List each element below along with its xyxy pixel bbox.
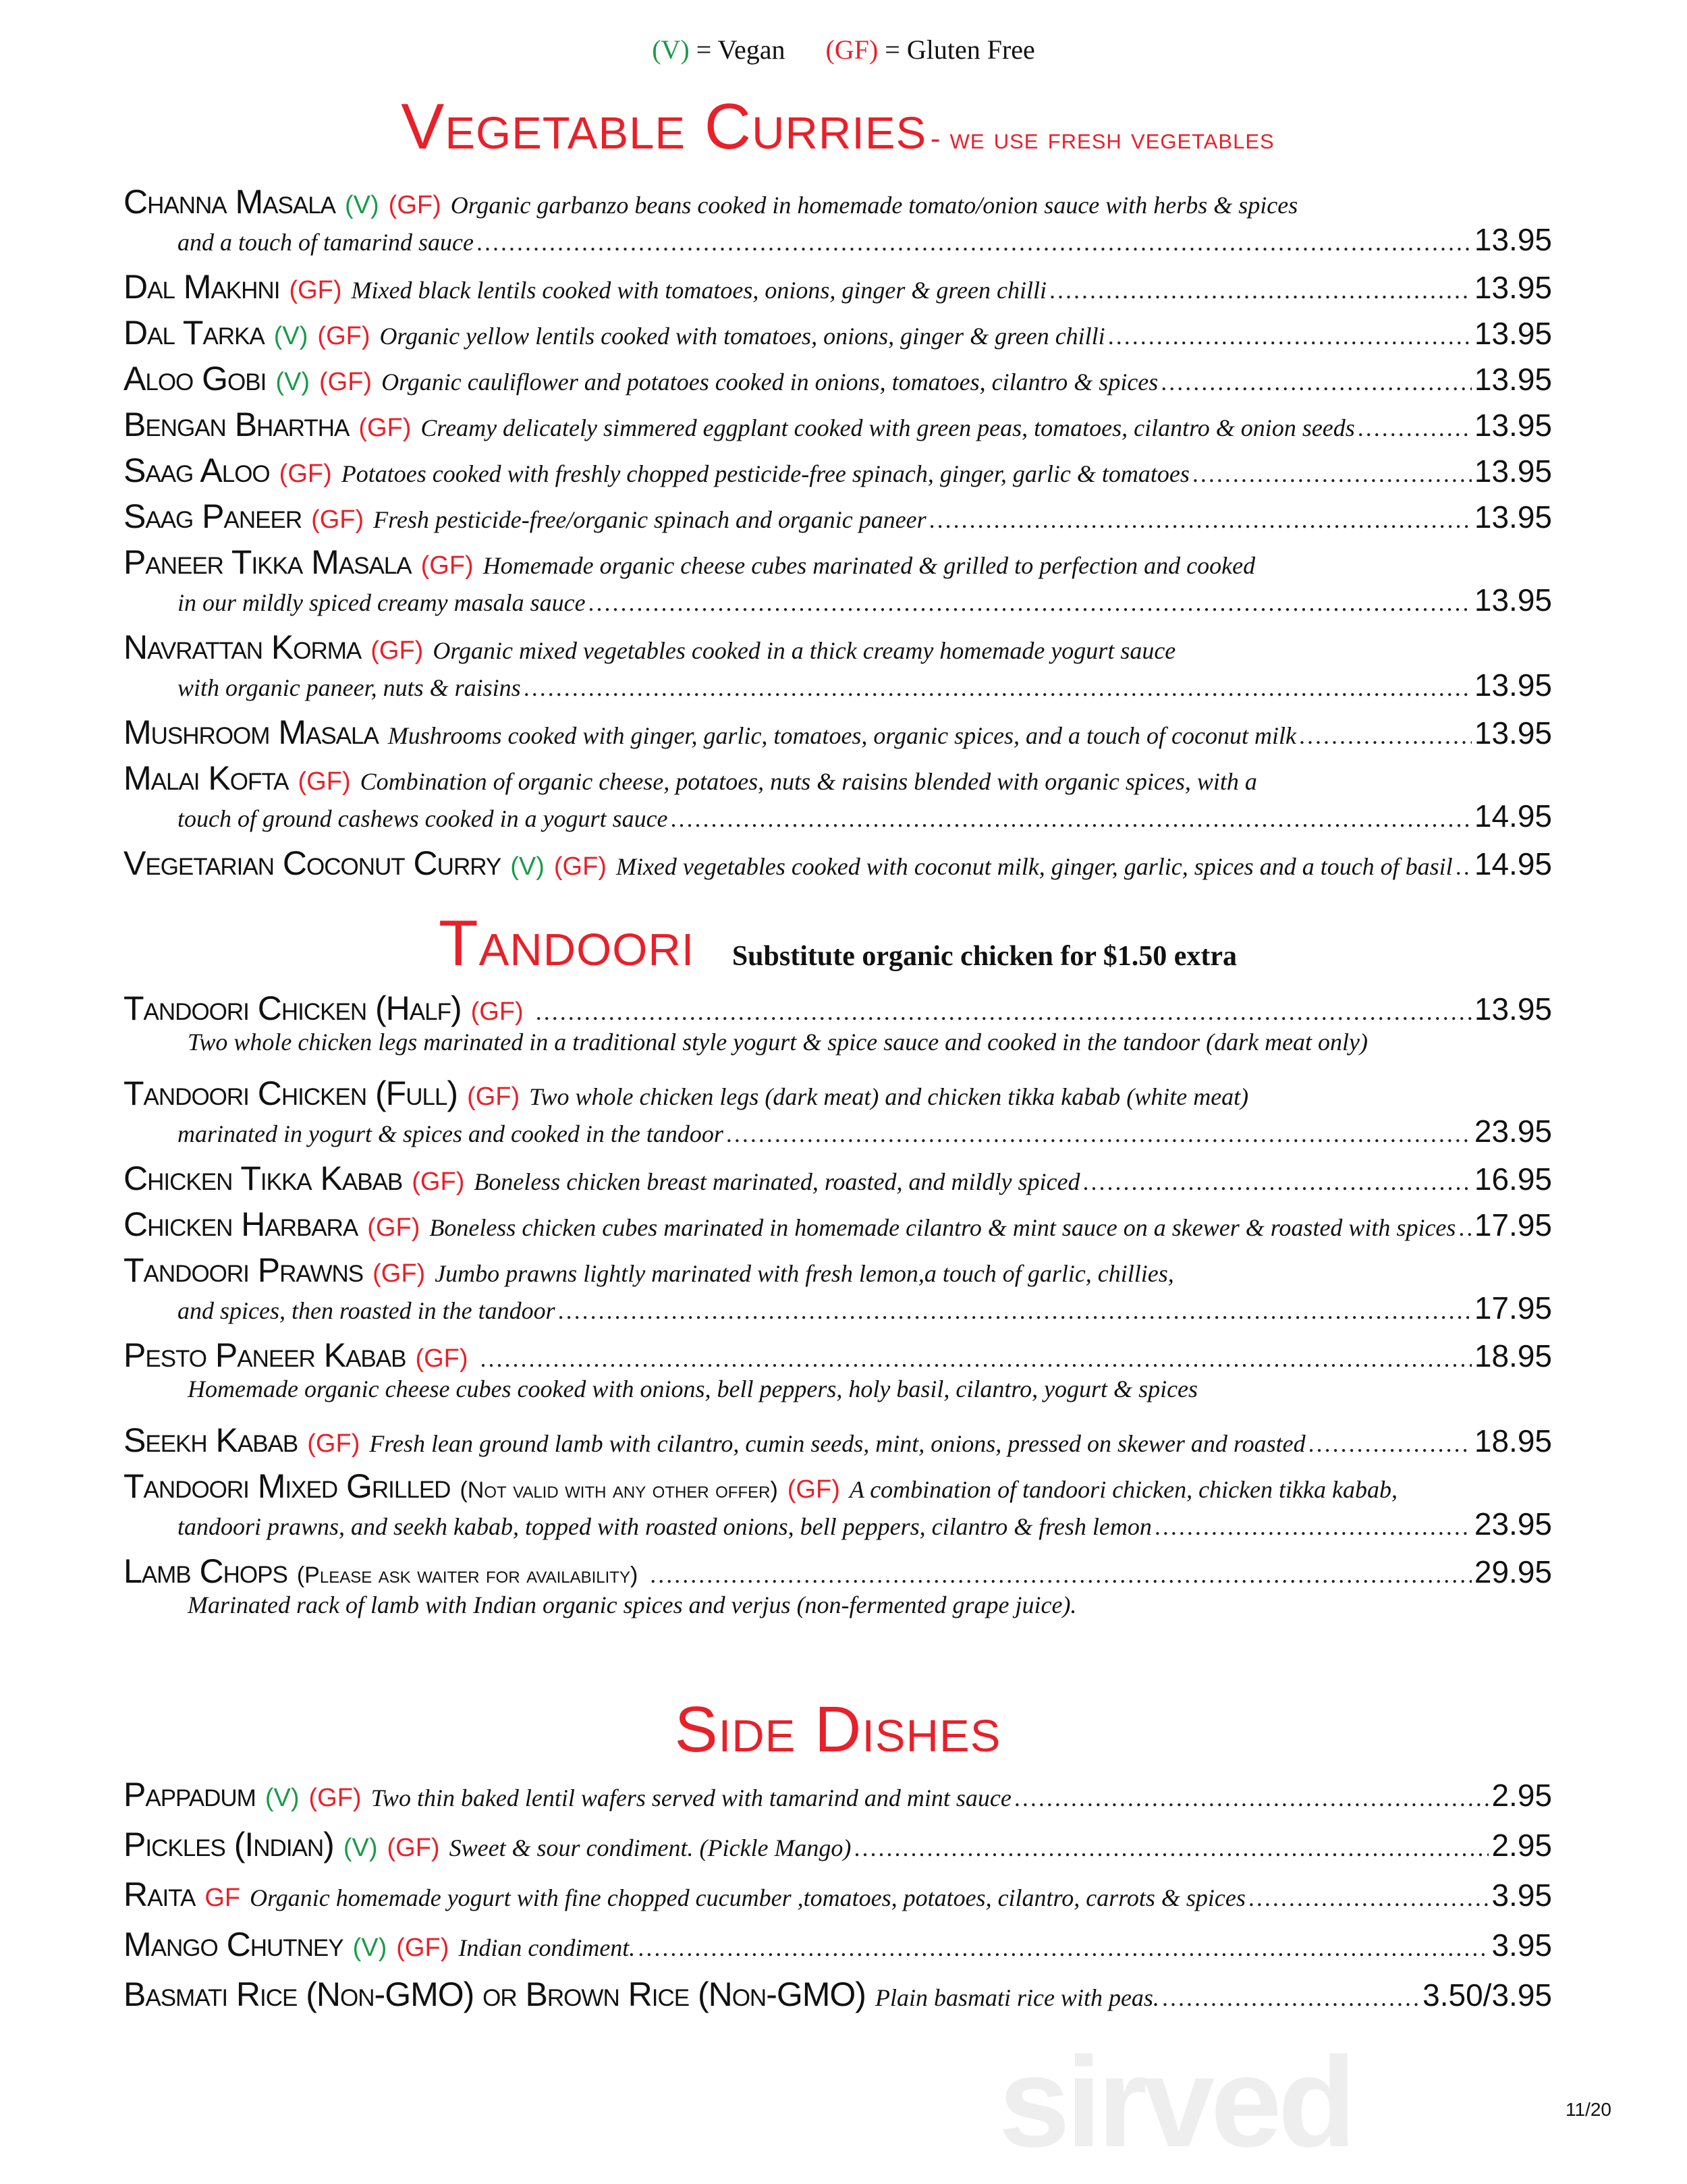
legend <box>0 34 1687 65</box>
dot-leader <box>1192 460 1472 488</box>
menu-item <box>123 1925 1552 1968</box>
dot-leader <box>1014 1784 1489 1812</box>
item-line <box>123 497 1552 536</box>
section-subtitle: - we use fresh vegetables <box>930 122 1275 155</box>
gluten-free-tag: (GF) <box>370 636 424 665</box>
item-description: Two whole chicken legs marinated in a traditional style yogurt & spice sauce and cooked in the tandoor (dark meat only) <box>188 1029 1368 1056</box>
item-price: 3.50/3.95 <box>1422 1977 1552 2013</box>
item-price: 13.95 <box>1474 362 1552 397</box>
item-name: Basmati Rice (Non-GMO) or Brown Rice (Non-GMO) <box>123 1975 866 2013</box>
item-description-continued: in our mildly spiced creamy masala sauce <box>177 589 586 616</box>
item-name: Tandoori Prawns <box>123 1251 364 1289</box>
item-description: Boneless chicken cubes marinated in homemade cilantro & mint sauce on a skewer & roasted with spices <box>429 1214 1456 1241</box>
dot-leader <box>1358 414 1472 442</box>
menu-item <box>123 713 1552 752</box>
item-name: Paneer Tikka Masala <box>123 543 412 581</box>
item-description: Marinated rack of lamb with Indian organic spices and verjus (non-fermented grape juice). <box>188 1591 1077 1618</box>
menu-item <box>123 1251 1552 1329</box>
item-name: Navrattan Korma <box>123 628 362 666</box>
dot-leader <box>1108 322 1472 350</box>
item-line <box>123 713 1552 752</box>
item-name: Saag Paneer <box>123 497 302 535</box>
dot-leader <box>1458 1213 1471 1242</box>
gluten-free-tag: (GF) <box>467 1083 520 1111</box>
item-price: 18.95 <box>1474 1338 1552 1373</box>
menu-item <box>123 182 1552 261</box>
item-name: Mushroom Masala <box>123 713 379 751</box>
dot-leader <box>558 1296 1472 1325</box>
item-line <box>123 405 1552 444</box>
gluten-free-tag: (GF) <box>319 368 372 396</box>
dot-leader <box>1162 1984 1420 2012</box>
item-price: 14.95 <box>1474 846 1552 881</box>
item-description: Combination of organic cheese, potatoes, nuts & raisins blended with organic spices, with a <box>360 768 1257 795</box>
section-side-dishes <box>123 1693 1552 2025</box>
menu-item <box>123 628 1552 706</box>
menu-item <box>123 1775 1552 1818</box>
gluten-free-tag: (GF) <box>396 1934 449 1962</box>
dot-leader <box>671 804 1472 833</box>
menu-item <box>123 844 1552 883</box>
item-line <box>123 267 1552 306</box>
item-description: Mixed vegetables cooked with coconut milk, ginger, garlic, spices and a touch of basil <box>615 853 1453 880</box>
item-name: Pappadum <box>123 1776 256 1813</box>
item-line <box>123 182 1552 221</box>
menu-item <box>123 1421 1552 1460</box>
item-line <box>123 543 1552 582</box>
item-price: 13.95 <box>1474 715 1552 750</box>
item-description-continued: marinated in yogurt & spices and cooked in the tandoor <box>177 1120 723 1147</box>
section-title: Tandoori <box>439 907 695 979</box>
gluten-free-tag: (GF) <box>308 1784 362 1812</box>
item-line <box>123 1028 1552 1067</box>
item-description: Organic mixed vegetables cooked in a thick creamy homemade yogurt sauce <box>433 637 1176 664</box>
menu-item <box>123 267 1552 306</box>
vegan-tag: (V) <box>510 852 545 881</box>
gluten-free-tag: (GF) <box>415 1344 468 1373</box>
dot-leader <box>1299 721 1472 750</box>
item-price: 3.95 <box>1491 1878 1552 1913</box>
item-description: Indian condiment. <box>458 1934 636 1961</box>
item-price: 13.95 <box>1474 222 1552 257</box>
item-line <box>123 1506 1552 1545</box>
item-price: 13.95 <box>1474 667 1552 703</box>
item-description: A combination of tandoori chicken, chicken tikka kabab, <box>849 1476 1398 1503</box>
item-price: 29.95 <box>1474 1554 1552 1589</box>
item-description: Organic garbanzo beans cooked in homemade tomato/onion sauce with herbs & spices <box>450 192 1298 219</box>
gluten-free-tag: (GF) <box>311 506 364 534</box>
menu-item <box>123 405 1552 444</box>
item-name: Dal Tarka <box>123 314 265 352</box>
item-name: Tandoori Chicken (Full) <box>123 1074 458 1112</box>
page-number: 11/20 <box>1566 2099 1611 2120</box>
vegan-tag: (V) <box>343 1834 378 1862</box>
gluten-free-tag: (GF) <box>412 1168 465 1196</box>
item-description: Sweet & sour condiment. (Pickle Mango) <box>449 1834 852 1861</box>
item-line <box>123 989 1552 1028</box>
item-price: 23.95 <box>1474 1506 1552 1541</box>
item-description: Mixed black lentils cooked with tomatoes, onions, ginger & green chilli <box>351 277 1047 304</box>
dot-leader <box>854 1834 1489 1862</box>
vegan-tag: (V) <box>273 322 308 350</box>
vegan-tag: (V) <box>652 34 690 65</box>
item-line <box>123 1375 1552 1414</box>
menu-item <box>123 1336 1552 1414</box>
gluten-free-tag: (GF) <box>317 322 370 350</box>
dot-leader <box>1161 368 1472 396</box>
menu-item <box>123 313 1552 352</box>
vegan-label: = Vegan <box>696 34 785 65</box>
item-price: 13.95 <box>1474 270 1552 305</box>
item-price: 13.95 <box>1474 454 1552 489</box>
item-name: Chicken Harbara <box>123 1205 358 1243</box>
item-line <box>123 759 1552 798</box>
item-description: Two thin baked lentil wafers served with tamarind and mint sauce <box>370 1784 1012 1811</box>
item-line <box>123 798 1552 837</box>
item-line <box>123 1074 1552 1113</box>
gluten-free-tag: (GF) <box>279 460 332 488</box>
dot-leader <box>536 998 1472 1026</box>
dot-leader <box>1308 1429 1472 1458</box>
item-name: Tandoori Chicken (Half) <box>123 989 462 1027</box>
item-price: 3.95 <box>1491 1928 1552 1963</box>
menu-item <box>123 1552 1552 1630</box>
item-description: Organic cauliflower and potatoes cooked in onions, tomatoes, cilantro & spices <box>381 368 1159 395</box>
vegan-tag: (V) <box>265 1784 300 1812</box>
menu-item <box>123 1205 1552 1244</box>
dot-leader <box>588 589 1472 617</box>
item-price: 13.95 <box>1474 316 1552 351</box>
section-tandoori <box>123 907 1552 1637</box>
item-name: Raita <box>123 1876 196 1913</box>
section-title: Vegetable Curries <box>401 90 927 163</box>
item-line <box>123 451 1552 490</box>
item-name: Channa Masala <box>123 183 336 221</box>
dot-leader <box>476 228 1472 256</box>
item-description-continued: tandoori prawns, and seekh kabab, topped with roasted onions, bell peppers, cilantro & fresh lemon <box>177 1513 1152 1540</box>
dot-leader <box>1083 1168 1472 1196</box>
item-name: Chicken Tikka Kabab <box>123 1159 403 1197</box>
item-price: 18.95 <box>1474 1423 1552 1458</box>
item-line <box>123 1421 1552 1460</box>
item-description-continued: with organic paneer, nuts & raisins <box>177 674 521 701</box>
item-line <box>123 1113 1552 1152</box>
dot-leader <box>1248 1884 1489 1912</box>
item-line <box>123 1975 1552 2018</box>
item-description: Creamy delicately simmered eggplant cooked with green peas, tomatoes, cilantro & onion seeds <box>420 414 1355 441</box>
gluten-free-tag: (GF) <box>358 414 412 442</box>
item-line <box>123 1290 1552 1329</box>
item-line <box>123 221 1552 261</box>
item-note: (Not valid with any other offer) <box>460 1477 778 1503</box>
item-price: 2.95 <box>1491 1778 1552 1813</box>
section-heading <box>123 1693 1552 1775</box>
dot-leader <box>638 1934 1489 1962</box>
item-line <box>123 667 1552 706</box>
item-line <box>123 582 1552 621</box>
item-line <box>123 628 1552 667</box>
item-line <box>123 844 1552 883</box>
dot-leader <box>1456 852 1472 881</box>
item-description: Homemade organic cheese cubes marinated & grilled to perfection and cooked <box>482 552 1256 579</box>
item-price: 13.95 <box>1474 991 1552 1027</box>
item-price: 14.95 <box>1474 798 1552 834</box>
item-name: Malai Kofta <box>123 759 289 797</box>
item-description-continued: and spices, then roasted in the tandoor <box>177 1297 555 1324</box>
menu-item <box>123 1467 1552 1545</box>
item-price: 17.95 <box>1474 1290 1552 1326</box>
item-price: 16.95 <box>1474 1162 1552 1197</box>
item-line <box>123 1825 1552 1868</box>
vegan-tag: (V) <box>345 191 379 219</box>
dot-leader <box>1049 276 1472 304</box>
item-description: Plain basmati rice with peas. <box>875 1984 1159 2011</box>
item-line <box>123 1775 1552 1818</box>
item-name: Dal Makhni <box>123 268 280 306</box>
gluten-free-tag: (GF) <box>470 998 524 1026</box>
item-price: 17.95 <box>1474 1207 1552 1243</box>
item-price: 23.95 <box>1474 1114 1552 1149</box>
menu-item <box>123 1975 1552 2018</box>
item-line <box>123 1467 1552 1506</box>
gluten-free-tag: (GF) <box>367 1213 420 1242</box>
item-line <box>123 1591 1552 1630</box>
item-line <box>123 359 1552 398</box>
item-line <box>123 1251 1552 1290</box>
item-name: Bengan Bhartha <box>123 406 350 443</box>
item-price: 13.95 <box>1474 408 1552 443</box>
menu-item <box>123 759 1552 837</box>
gluten-free-tag: GF <box>204 1884 241 1912</box>
item-description-continued: and a touch of tamarind sauce <box>177 229 474 256</box>
item-name: Tandoori Mixed Grilled <box>123 1467 451 1505</box>
menu-item <box>123 1074 1552 1152</box>
section-heading <box>123 907 1552 989</box>
menu-item <box>123 989 1552 1067</box>
item-price: 13.95 <box>1474 582 1552 618</box>
item-note: (Please ask waiter for availability) <box>296 1562 638 1588</box>
item-description: Mushrooms cooked with ginger, garlic, tomatoes, organic spices, and a touch of coconut milk <box>387 722 1296 749</box>
item-name: Pesto Paneer Kabab <box>123 1336 406 1374</box>
vegan-tag: (V) <box>275 368 310 396</box>
gluten-free-tag: (GF) <box>388 191 441 219</box>
section-note: Substitute organic chicken for $1.50 extra <box>731 941 1237 972</box>
dot-leader <box>524 674 1472 702</box>
item-description: Boneless chicken breast marinated, roasted, and mildly spiced <box>474 1168 1080 1195</box>
item-name: Aloo Gobi <box>123 360 267 398</box>
gluten-free-tag: (GF) <box>372 1259 426 1288</box>
item-description: Jumbo prawns lightly marinated with fresh lemon,a touch of garlic, chillies, <box>435 1260 1174 1287</box>
item-description: Organic homemade yogurt with fine chopped cucumber ,tomatoes, potatoes, cilantro, carrots & spices <box>250 1884 1246 1911</box>
item-description-continued: touch of ground cashews cooked in a yogurt sauce <box>177 805 668 832</box>
item-line <box>123 1205 1552 1244</box>
gluten-free-tag: (GF) <box>289 276 342 304</box>
section-vegetable-curries <box>123 90 1552 890</box>
gluten-free-tag: (GF) <box>307 1429 360 1458</box>
item-price: 13.95 <box>1474 499 1552 535</box>
menu-item <box>123 1825 1552 1868</box>
dot-leader <box>650 1560 1472 1589</box>
item-name: Pickles (Indian) <box>123 1826 334 1863</box>
item-line <box>123 1552 1552 1591</box>
item-name: Vegetarian Coconut Curry <box>123 844 501 882</box>
item-line <box>123 1875 1552 1918</box>
item-line <box>123 313 1552 352</box>
item-name: Saag Aloo <box>123 452 270 489</box>
dot-leader <box>726 1120 1472 1148</box>
section-heading <box>123 90 1552 182</box>
item-name: Lamb Chops <box>123 1552 287 1590</box>
dot-leader <box>1155 1512 1472 1541</box>
item-name: Seekh Kabab <box>123 1421 298 1459</box>
item-description: Fresh pesticide-free/organic spinach and organic paneer <box>373 506 927 533</box>
dot-leader <box>480 1344 1472 1373</box>
item-name: Mango Chutney <box>123 1926 343 1963</box>
item-line <box>123 1159 1552 1198</box>
sirved-watermark-logo: sirved <box>999 2031 1352 2174</box>
vegan-tag: (V) <box>352 1934 387 1962</box>
gluten-free-tag: (GF) <box>387 1834 440 1862</box>
gluten-free-tag: (GF) <box>787 1475 840 1504</box>
item-description: Potatoes cooked with freshly chopped pesticide-free spinach, ginger, garlic & tomatoes <box>341 460 1190 487</box>
item-description: Organic yellow lentils cooked with tomatoes, onions, ginger & green chilli <box>379 323 1105 350</box>
item-description: Two whole chicken legs (dark meat) and chicken tikka kabab (white meat) <box>529 1083 1249 1110</box>
menu-item <box>123 1159 1552 1198</box>
menu-item <box>123 543 1552 621</box>
item-description: Fresh lean ground lamb with cilantro, cumin seeds, mint, onions, pressed on skewer and roasted <box>369 1430 1306 1457</box>
section-title: Side Dishes <box>674 1693 1001 1766</box>
menu-item <box>123 1875 1552 1918</box>
menu-item <box>123 359 1552 398</box>
menu-item <box>123 497 1552 536</box>
item-line <box>123 1925 1552 1968</box>
menu-item <box>123 451 1552 490</box>
item-description: Homemade organic cheese cubes cooked with onions, bell peppers, holy basil, cilantro, yogurt & spices <box>188 1375 1198 1402</box>
gluten-free-tag: (GF) <box>825 34 879 65</box>
item-price: 2.95 <box>1491 1828 1552 1863</box>
item-line <box>123 1336 1552 1375</box>
gluten-free-label: = Gluten Free <box>885 34 1035 65</box>
gluten-free-tag: (GF) <box>420 551 474 580</box>
gluten-free-tag: (GF) <box>298 767 351 796</box>
gluten-free-tag: (GF) <box>553 852 607 881</box>
dot-leader <box>929 506 1472 534</box>
